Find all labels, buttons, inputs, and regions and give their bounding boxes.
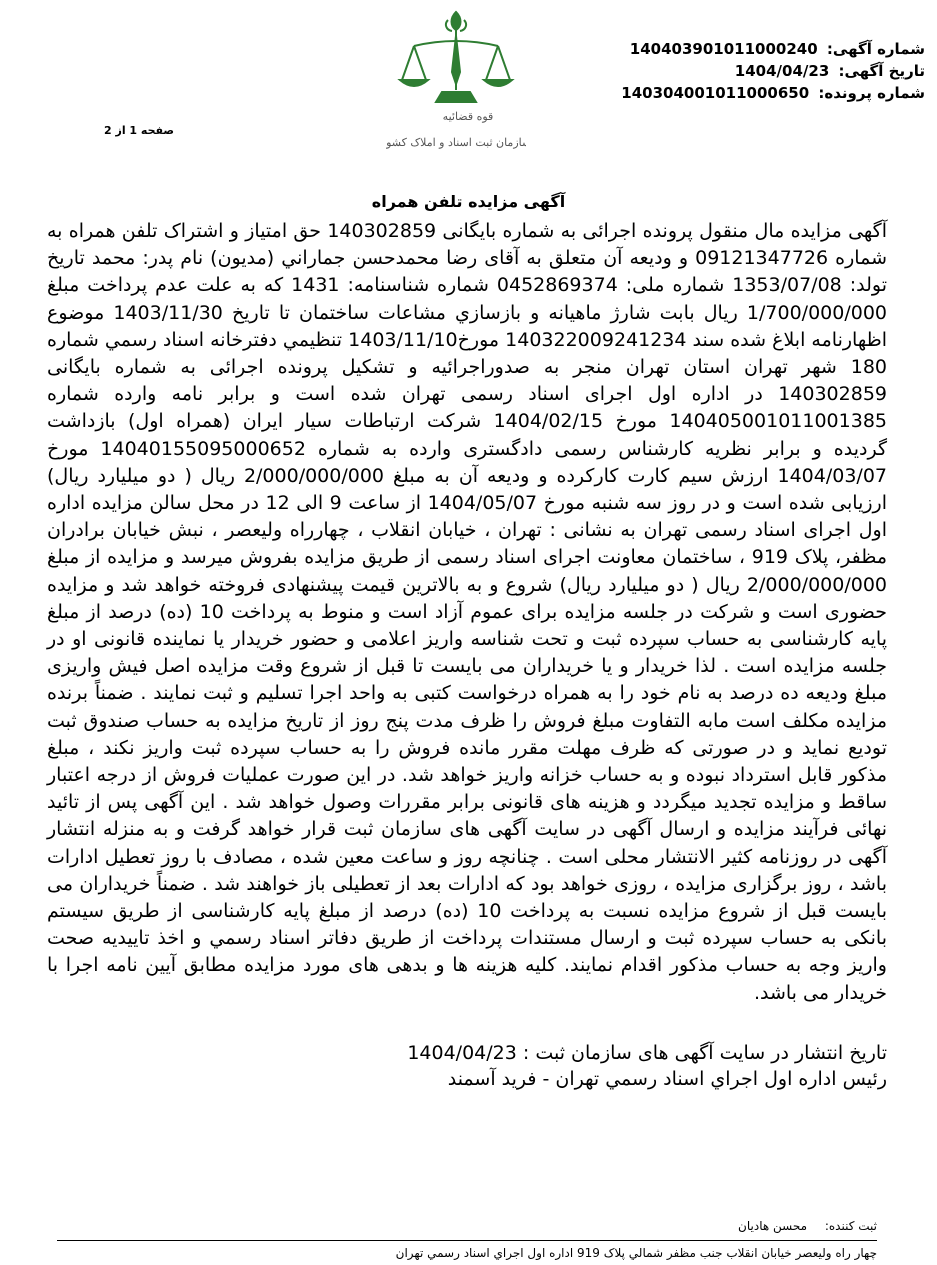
emblem-caption-1: قوه قضائیه <box>442 110 494 123</box>
judiciary-emblem <box>386 6 526 156</box>
registrar-name: محسن هادیان <box>738 1219 808 1233</box>
page-indicator: صفحه 1 از 2 <box>104 124 175 137</box>
emblem-caption-2: سازمان ثبت اسناد و املاک کشور <box>386 136 526 149</box>
case-number-label: شماره پرونده: <box>818 84 925 102</box>
registrar-label: ثبت کننده: <box>824 1219 877 1233</box>
notice-number-label: شماره آگهی: <box>826 40 925 58</box>
registrar-row <box>57 1214 877 1238</box>
scales-of-justice-emblem-icon <box>386 6 526 156</box>
footer <box>57 1214 877 1265</box>
notice-date-label: تاریخ آگهی: <box>838 62 925 80</box>
notice-meta <box>595 38 925 104</box>
notice-body: آگهی مزایده مال منقول پرونده اجرائی به شماره بایگانی 140302859 حق امتیاز و اشتراک تلفن همراه به شماره 09121347726 و ودیعه آن متعلق به آقای رضا محمدحسن جماراني (مدیون) نام پدر: محمد تاریخ تولد: 1353/07/08 شماره ملی: 0452869374 شماره شناسنامه: 1431 که به علت عدم پرداخت مبلغ 1/700/000/000 ریال بابت شارژ ماهیانه و بازسازي مشاعات ساختمان تا تاریخ 1403/11/30 موضوع اظهارنامه ابلاغ شده سند 140322009241234 مورخ1403/11/10 تنظیمي دفترخانه اسناد رسمي شماره 180 شهر تهران استان تهران منجر به صدوراجرائیه و تشکیل پرونده اجرائی به شماره بایگانی 140302859 در اداره اول اجرای اسناد رسمی تهران شده است و برابر نامه وارده شماره 140405001011001385 مورخ 1404/02/15 شرکت ارتباطات سیار ایران (همراه اول) بازداشت گردیده و برابر نظریه کارشناس رسمی دادگستری وارده به شماره 14040155095000652 مورخ 1404/03/07 ارزش سیم کارت کارکرده و ودیعه آن به مبلغ 2/000/000/000 ریال ( دو میلیارد ریال) ارزیابی شده است و در روز سه شنبه مورخ 1404/05/07 از ساعت 9 الی 12 در محل سالن مزایده اداره اول اجرای اسناد رسمی تهران به نشانی : تهران ، خیابان انقلاب ، چهارراه ولیعصر ، نبش خیابان برادران مظفر، پلاک 919 ، ساختمان معاونت اجرای اسناد رسمی از طریق مزایده بفروش میرسد و مزایده از مبلغ 2/000/000/000 ریال ( دو میلیارد ریال) شروع و به بالاترین قیمت پیشنهادی فروخته خواهد شد و مزایده حضوری است و شرکت در جلسه مزایده برای عموم آزاد است و منوط به پرداخت 10 (ده) درصد از مبلغ پایه کارشناسی به حساب سپرده ثبت و تحت شناسه واریز اعلامی و حضور خریدار یا نماینده قانونی او در جلسه مزایده است . لذا خریدار و یا خریداران می بایست تا قبل از شروع وقت مزایده اصل فیش واریزی مبلغ ودیعه ده درصد به نام خود را به همراه درخواست کتبی به واحد اجرا تسلیم و ثبت نمایند . ضمناً برنده مزایده مکلف است مابه التفاوت مبلغ فروش را ظرف مدت پنج روز از تاریخ مزایده به حساب صندوق ثبت تودیع نماید و در صورتی که ظرف مهلت مقرر مانده فروش را به حساب سپرده ثبت واریز نکند ، مبلغ مذکور قابل استرداد نبوده و به حساب خزانه واریز خواهد شد. در این صورت عملیات فروش از درجه اعتبار ساقط و مزایده تجدید میگردد و هزینه های قانونی برابر مقررات وصول خواهد شد . این آگهی پس از تائید نهائی فرآیند مزایده و ارسال آگهی در سایت آگهی های سازمان ثبت قرار خواهد گرفت و به منزله انتشار آگهی در روزنامه کثیر الانتشار محلی است . چنانچه روز و ساعت معین شده ، مصادف با روز تعطیل ادارات باشد ، روز برگزاری مزایده ، روزی خواهد بود که ادارات بعد از تعطیلی باز خواهند شد . ضمناً خریداران می بایست قبل از شروع مزایده نسبت به پرداخت 10 (ده) درصد از مبلغ پایه کارشناسی از طریق سیستم بانکی به حساب سپرده ثبت و ارسال مستندات پرداخت از طریق دفاتر اسناد رسمي و اخذ تاییدیه صحت واریز وجه به حساب مذکور اقدام نمایند. کلیه هزینه ها و بدهی های مورد مزایده مطابق آیین نامه اجرا با خریدار می باشد. <box>47 220 888 1004</box>
notice-number-row <box>595 38 925 60</box>
page-title: آگهی مزایده تلفن همراه <box>371 192 566 211</box>
notice-date-row <box>595 60 925 82</box>
footer-address: چهار راه ولیعصر خیابان انقلاب جنب مظفر شمالي پلاک 919 اداره اول اجراي اسناد رسمي تهران <box>395 1246 877 1260</box>
publication-label: تاریخ انتشار در سایت آگهی های سازمان ثبت : <box>522 1042 887 1064</box>
closing-block <box>47 1040 887 1092</box>
notice-date-value: 1404/04/23 <box>734 62 830 80</box>
signature-line: رئیس اداره اول اجراي اسناد رسمي تهران - فرید آسمند <box>447 1068 887 1090</box>
notice-number-value: 14040390101100024‌0 <box>629 40 818 58</box>
publication-date: 1404/04/23 <box>407 1042 517 1064</box>
case-number-value: 140304001011000650 <box>621 84 810 102</box>
case-number-row <box>595 82 925 104</box>
publication-row <box>47 1040 887 1066</box>
